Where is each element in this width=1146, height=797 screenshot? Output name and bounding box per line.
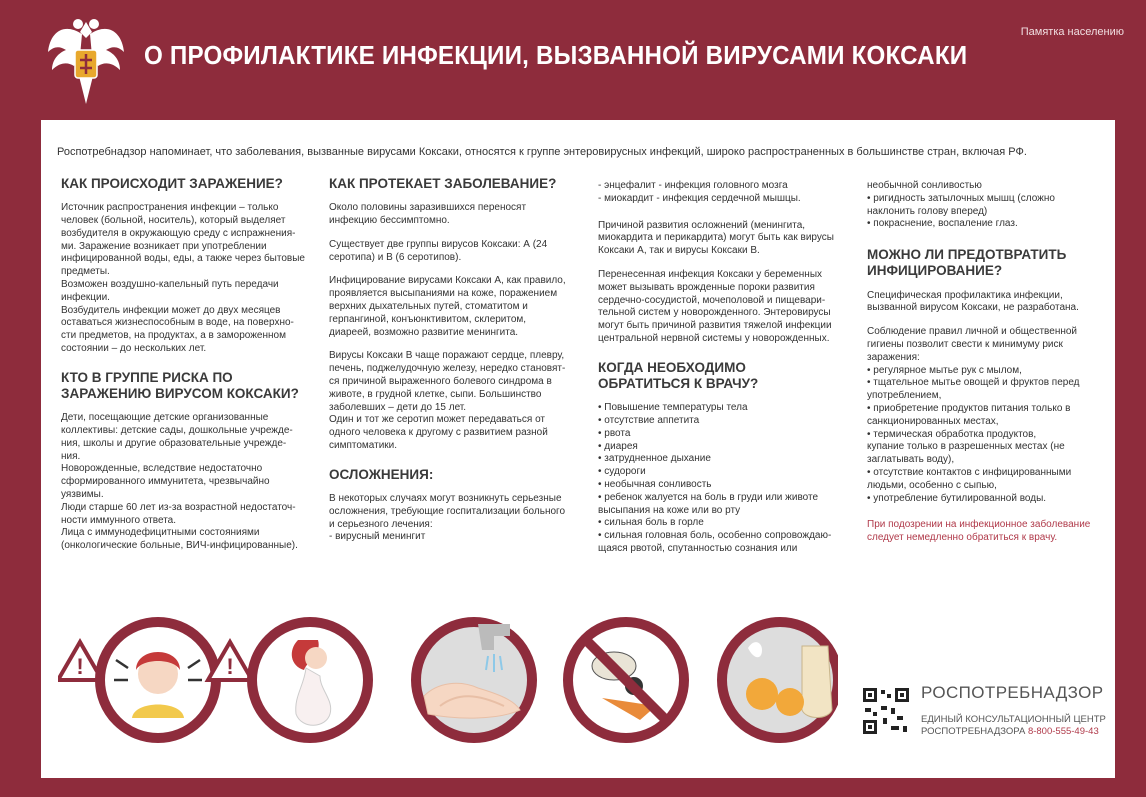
column-prevention bbox=[867, 180, 1099, 545]
svg-text:!: ! bbox=[76, 654, 84, 679]
heading-see-doctor: КОГДА НЕОБХОДИМО ОБРАТИТЬСЯ К ВРАЧУ? bbox=[598, 359, 759, 391]
list-item: • тщательное мытье овощей и фруктов перед bbox=[867, 377, 1080, 389]
list-item: • покраснение, воспаление глаз. bbox=[867, 218, 1018, 230]
text-block: - энцефалит - инфекция головного мозга bbox=[598, 180, 788, 191]
prohibited-food-icon bbox=[568, 622, 684, 738]
text-block: Возбудитель инфекции может до двух месяцев оставаться жизнеспособным в воде, на поверхно-сти предметов, на продуктах, а в замороженном состоянии – до нескольких лет. bbox=[61, 304, 294, 354]
consult-center bbox=[921, 714, 1106, 739]
column-complications-doctor bbox=[598, 180, 840, 556]
text-block: Существует две группы вирусов Коксаки: А (24 серотипа) и В (6 серотипов). bbox=[329, 238, 548, 263]
qr-code-icon[interactable] bbox=[861, 686, 911, 736]
list-item: употреблением, bbox=[867, 390, 942, 402]
prevention-rules-list bbox=[867, 365, 1099, 506]
consult-center-line2: РОСПОТРЕБНАДЗОРА bbox=[921, 726, 1026, 738]
list-item: • термическая обработка продуктов, bbox=[867, 428, 1037, 440]
text-block: Источник распространения инфекции – только человек (больной, носитель), который выделяет возбудителя в окружающую среду с испражнения-ми. Заражение возникает при употреблении инфицированной воды, еды, а также через бытовые предметы. bbox=[61, 202, 305, 278]
text-block: Один и тот же серотип может передаваться от одного человека к другому с развитием разной симптоматики. bbox=[329, 414, 548, 451]
list-item: • приобретение продуктов питания только в bbox=[867, 402, 1071, 414]
text-block: Причиной развития осложнений (менингита, миокардита и перикардита) могут быть как вирусы Коксаки А, так и вирусы Коксаки В. bbox=[598, 219, 834, 257]
list-item: купание только в разрешенных местах (не bbox=[867, 441, 1065, 453]
list-item: высыпания на коже или во рту bbox=[598, 504, 741, 516]
list-item: • сильная головная боль, особенно сопровождаю- bbox=[598, 530, 832, 542]
list-item: • Повышение температуры тела bbox=[598, 402, 748, 414]
text-block: Специфическая профилактика инфекции, вызванной вирусом Коксаки, не разработана. bbox=[867, 289, 1079, 314]
text-block: В некоторых случаях могут возникнуть серьезные осложнения, требующие госпитализации больного и серьезного лечения: bbox=[329, 492, 566, 530]
water-and-fruit-icon bbox=[722, 622, 838, 738]
pregnant-woman-icon bbox=[252, 622, 368, 738]
intro-text: Роспотребнадзор напоминает, что заболевания, вызванные вирусами Коксаки, относятся к группе энтеровирусных инфекций, широко распространенных в большинстве стран, включая РФ. bbox=[57, 146, 1027, 158]
list-item: • затрудненное дыхание bbox=[598, 453, 711, 465]
heading-risk-group: КТО В ГРУППЕ РИСКА ПО ЗАРАЖЕНИЮ ВИРУСОМ КОКСАКИ? bbox=[61, 369, 299, 401]
content-panel bbox=[41, 120, 1115, 778]
text-block: Перенесенная инфекция Коксаки у беременных может вызывать врожденные пороки развития сердечно-сосудистой, мочеполовой и пищевари-тельной систем у новорожденного. Энтеровирусы могут быть причиной развития тяжелой инфекции центральной нервной системы у новорожденных. bbox=[598, 268, 832, 344]
text-block: Соблюдение правил личной и общественной гигиены позволит свести к минимуму риск заражения: bbox=[867, 326, 1078, 363]
list-item: санкционированных местах, bbox=[867, 415, 999, 427]
symptom-list bbox=[598, 402, 840, 556]
brand-name: РОСПОТРЕБНАДЗОР bbox=[921, 683, 1104, 702]
warning-text: При подозрении на инфекционное заболевание следует немедленно обратиться к врачу. bbox=[867, 519, 1091, 544]
list-item: • диарея bbox=[598, 440, 638, 452]
text-block: - вирусный менингит bbox=[329, 531, 426, 543]
column-transmission bbox=[61, 176, 305, 553]
text-block: Лица с иммунодефицитными состояниями (онкологические больные, ВИЧ-инфицированные). bbox=[61, 527, 298, 552]
text-block: Возможен воздушно-капельный путь передачи инфекции. bbox=[61, 278, 279, 303]
footer-logo bbox=[861, 683, 1106, 746]
heading-transmission: КАК ПРОИСХОДИТ ЗАРАЖЕНИЕ? bbox=[61, 176, 283, 191]
list-item: необычной сонливостью bbox=[867, 180, 982, 191]
heading-complications: ОСЛОЖНЕНИЯ: bbox=[329, 466, 434, 482]
list-item: • употребление бутилированной воды. bbox=[867, 492, 1047, 504]
hotline-phone[interactable]: 8-800-555-49-43 bbox=[1027, 726, 1099, 738]
list-item: • ригидность затылочных мышц (сложно bbox=[867, 192, 1055, 204]
list-item: заглатывать воду), bbox=[867, 454, 955, 466]
symptom-list-continued bbox=[867, 180, 1099, 231]
list-item: • необычная сонливость bbox=[598, 478, 712, 490]
text-block: Вирусы Коксаки В чаще поражают сердце, плевру, печень, поджелудочную железу, нередко становят-ся причиной выраженного болевого синдрома в животе, в грудной клетке, сыпи. Большинство заболевших – дети до 15 лет. bbox=[329, 350, 566, 413]
column-disease-course bbox=[329, 176, 567, 544]
list-item: наклонить голову вперед) bbox=[867, 205, 988, 217]
text-block: Новорожденные, вследствие недостаточно сформированного иммунитета, чрезвычайно уязвимы. bbox=[61, 463, 270, 500]
list-item: • сильная боль в горле bbox=[598, 517, 704, 529]
list-item: • судороги bbox=[598, 466, 646, 478]
text-block: Инфицирование вирусами Коксаки А, как правило, проявляется высыпаниями на коже, поражением верхних дыхательных путей, стоматитом и герпангиной, конъюнктивитом, склеритом, диареей, возможно развитие менингита. bbox=[329, 275, 566, 338]
illustrations-row bbox=[58, 610, 838, 748]
consult-center-line1: ЕДИНЫЙ КОНСУЛЬТАЦИОННЫЙ ЦЕНТР bbox=[921, 714, 1106, 725]
tagline: Памятка населению bbox=[1020, 26, 1124, 38]
text-block: Люди старше 60 лет из-за возрастной недостаточ-ности иммунного ответа. bbox=[61, 501, 296, 526]
text-block: Дети, посещающие детские организованные коллективы: детские сады, дошкольные учрежде-ния, школы и другие образовательные учрежде-ния. bbox=[61, 412, 293, 462]
list-item: • отсутствие контактов с инфицированными bbox=[867, 466, 1072, 478]
list-item: • регулярное мытье рук с мылом, bbox=[867, 364, 1022, 376]
text-block: - миокардит - инфекция сердечной мышцы. bbox=[598, 192, 801, 204]
svg-text:!: ! bbox=[226, 654, 234, 679]
heading-disease-course: КАК ПРОТЕКАЕТ ЗАБОЛЕВАНИЕ? bbox=[329, 176, 557, 191]
list-item: • ребенок жалуется на боль в груди или животе bbox=[598, 491, 819, 503]
text-block: Около половины заразившихся переносят инфекцию бессимптомно. bbox=[329, 202, 527, 226]
page-title: О ПРОФИЛАКТИКЕ ИНФЕКЦИИ, ВЫЗВАННОЙ ВИРУСАМИ КОКСАКИ bbox=[144, 40, 968, 70]
list-item: щаяся рвотой, спутанностью сознания или bbox=[598, 542, 798, 554]
list-item: • рвота bbox=[598, 427, 631, 439]
hand-washing-icon bbox=[416, 622, 532, 738]
rospotrebnadzor-emblem-icon bbox=[44, 12, 128, 106]
list-item: людьми, особенно с сыпью, bbox=[867, 479, 997, 491]
heading-prevention: МОЖНО ЛИ ПРЕДОТВРАТИТЬ ИНФИЦИРОВАНИЕ? bbox=[867, 247, 1067, 279]
sick-child-icon bbox=[58, 622, 252, 738]
list-item: • отсутствие аппетита bbox=[598, 414, 700, 426]
